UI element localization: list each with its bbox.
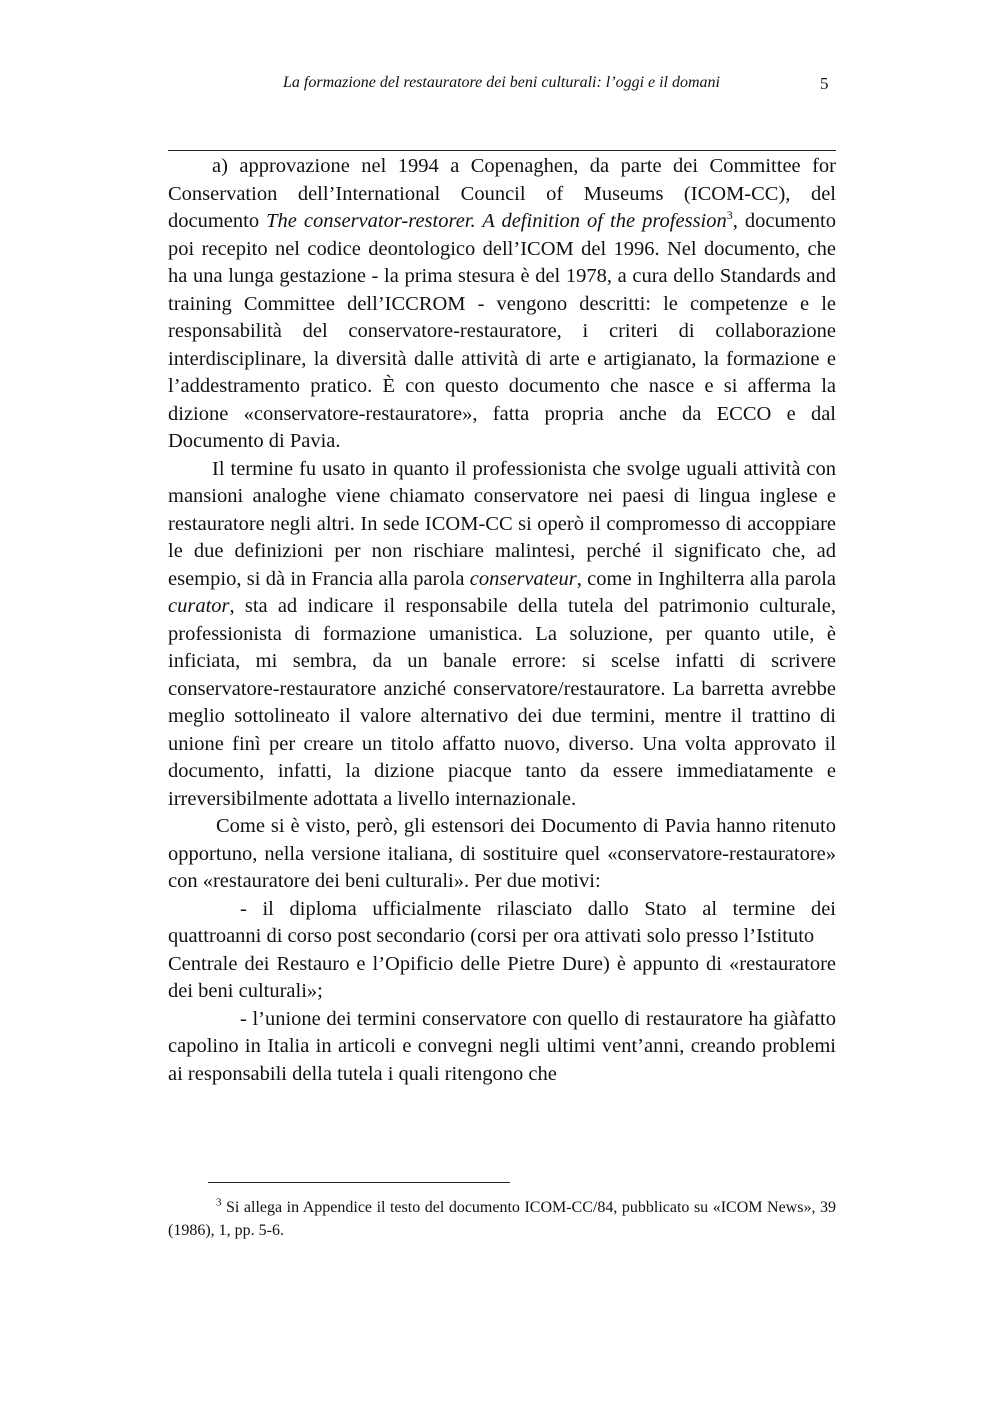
body-text (168, 153, 836, 1088)
header-rule (168, 150, 836, 151)
footnote (168, 1196, 836, 1242)
paragraph-pavia: Come si è visto, però, gli estensori dei Documento di Pavia hanno ritenuto opportuno, nella versione italiana, di sostituire quel «conservatore-restauratore» con «restauratore dei beni culturali». Per due motivi: (168, 815, 836, 892)
footnote-reference: 3 (726, 208, 733, 223)
list-item-diploma-continued: Centrale dei Restauro e l’Opificio delle Pietre Dure) è appunto di «restauratore dei beni culturali»; (168, 952, 836, 1002)
paragraph-term-usage (168, 456, 836, 814)
footnote-text: Si allega in Appendice il testo del documento ICOM-CC/84, pubblicato su «ICOM News», 39 (1986), 1, pp. 5-6. (168, 1199, 836, 1239)
italic-term-curator: curator (168, 595, 230, 617)
paragraph-text: a) approvazione nel 1994 a Copenaghen, da parte dei Committee for Conservation dell’International Council of Museums (ICOM-CC), del documento (168, 155, 836, 232)
list-item-term-union: - l’unione dei termini conservatore con quello di restauratore ha giàfatto capolino in Italia in articoli e convegni negli ultimi vent’anni, creando problemi ai responsabili della tutela i quali ritengono che (168, 1007, 836, 1085)
footnote-number: 3 (216, 1196, 222, 1209)
paragraph-icom-cc (168, 153, 836, 456)
list-item-diploma: - il diploma ufficialmente rilasciato dallo Stato al termine dei quattroanni di corso post secondario (corsi per ora attivati solo presso l’Istituto (168, 897, 836, 947)
italic-term-conservateur: conservateur (469, 567, 577, 590)
paragraph-text: Il termine fu usato in quanto il professionista che svolge uguali attività con mansioni analoghe viene chiamato conservatore nei paesi di lingua inglese e restauratore negli altri. In sede ICOM-CC si operò il compromesso di accoppiare le due definizioni per non rischiare malintesi, perché il significato che, ad esempio, si dà in Francia alla parola (168, 457, 836, 590)
paragraph-text: , documento poi recepito nel codice deontologico dell’ICOM del 1996. Nel documento, che ha una lunga gestazione - la prima stesura è del 1978, a cura dello Standards and training Committee dell’ICCROM - vengono descritti: le competenze e le responsabilità del conservatore-restauratore, i criteri di collaborazione interdisciplinare, la diversità dalle attività di arte e artigianato, la formazione e l’addestramento pratico. È con questo documento che nasce e si afferma la dizione «conservatore-restauratore», fatta propria anche da ECCO e dal Documento di Pavia. (168, 210, 837, 452)
footnote-rule (208, 1182, 510, 1183)
page-number: 5 (820, 74, 829, 93)
paragraph-text: , sta ad indicare il responsabile della tutela del patrimonio culturale, professionista di formazione umanistica. La soluzione, per quanto utile, è inficiata, mi sembra, da un banale errore: si scelse infatti di scrivere conservatore-restauratore anziché conservatore/restauratore. La barretta avrebbe meglio sottolineato il valore alternativo dei due termini, mentre il trattino di unione finì per creare un titolo affatto nuovo, diverso. Una volta approvato il documento, infatti, la dizione piacque tanto da essere immediatamente e irreversibilmente adottata a livello internazionale. (168, 595, 836, 810)
running-title: La formazione del restauratore dei beni culturali: l’oggi e il domani (283, 74, 720, 91)
paragraph-text: , come in Inghilterra alla parola (576, 567, 836, 590)
italic-document-title: The conservator-restorer. A definition of the profession (266, 210, 727, 232)
